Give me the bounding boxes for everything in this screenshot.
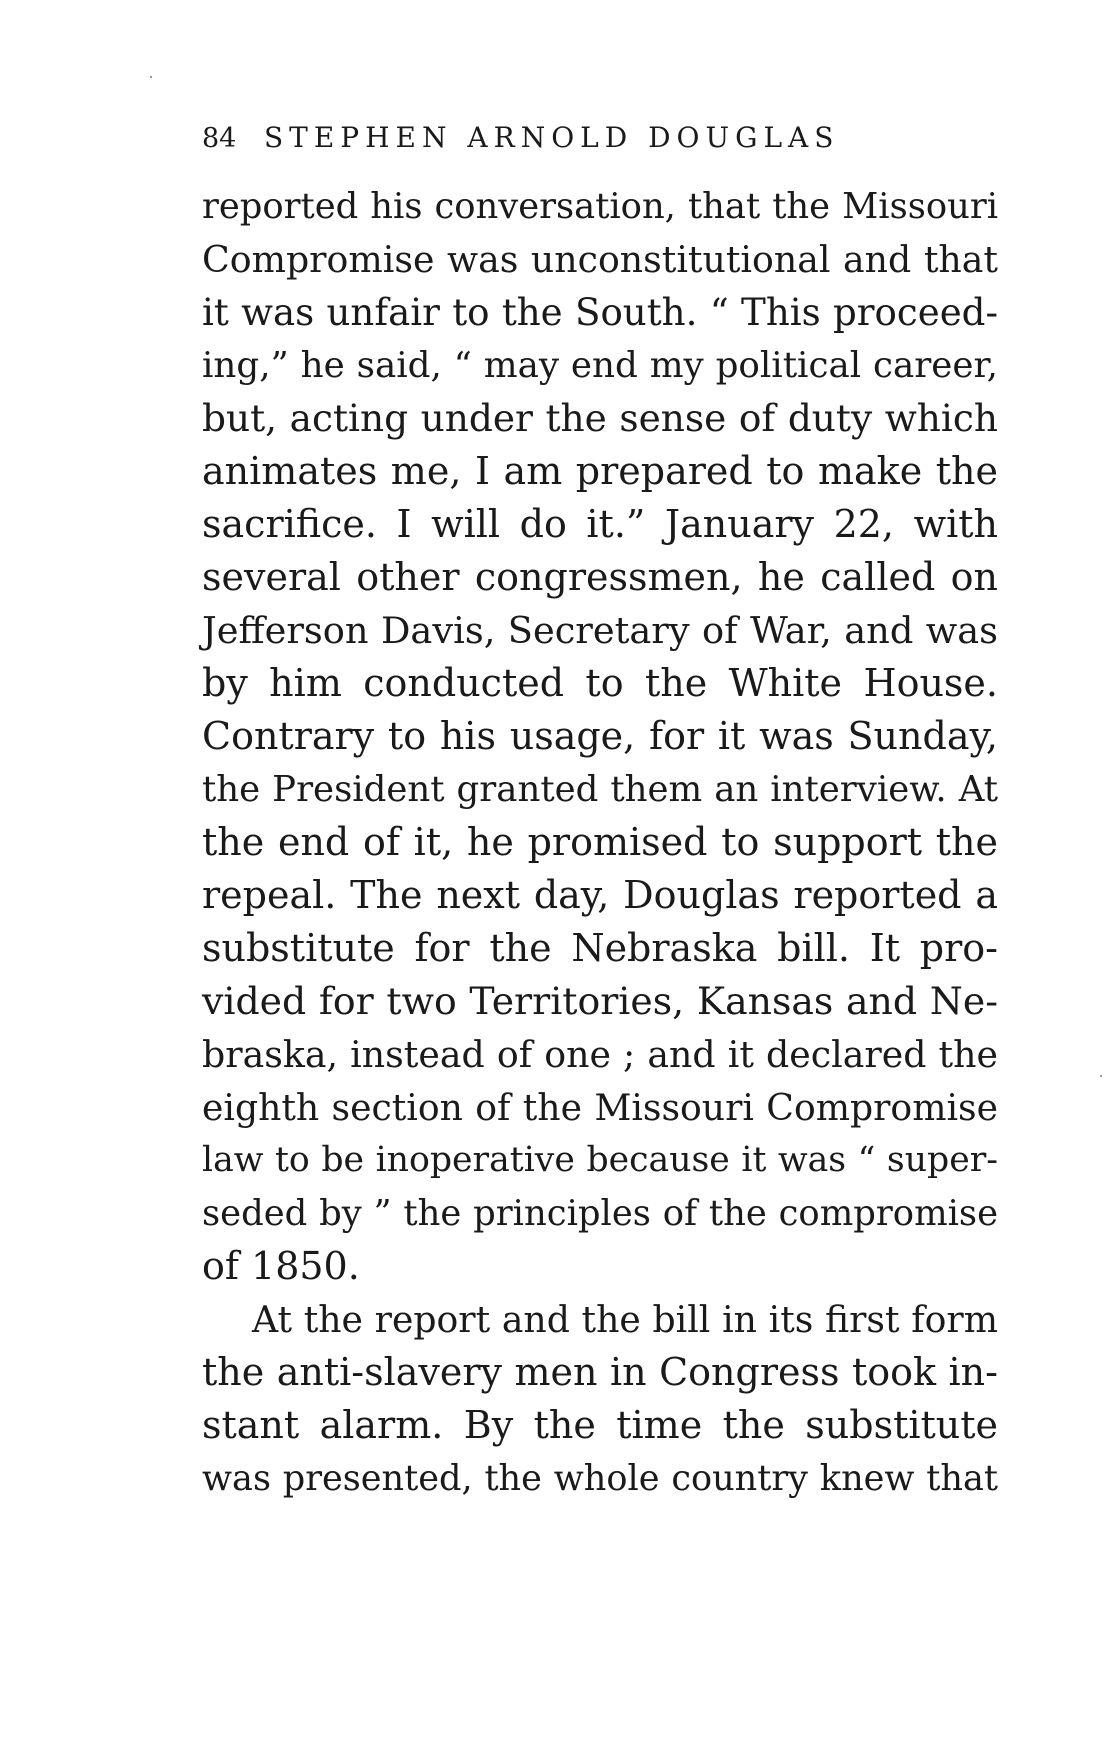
- text-line: repeal. The next day, Douglas reported a: [202, 873, 998, 917]
- text-line: stant alarm. By the time the substitute: [202, 1403, 998, 1447]
- paragraph: [202, 1293, 998, 1505]
- text-line: ing,” he said, “ may end my political career,: [202, 345, 998, 386]
- text-line: Jefferson Davis, Secretary of War, and was: [202, 609, 998, 652]
- text-line: Compromise was unconstitutional and that: [202, 238, 998, 281]
- scan-speck: [150, 76, 152, 78]
- text-line: the anti-slavery men in Congress took in-: [202, 1350, 998, 1394]
- text-line: At the report and the bill in its first form: [252, 1298, 998, 1341]
- book-title: STEPHEN ARNOLD DOUGLAS: [264, 121, 840, 154]
- text-line: eighth section of the Missouri Compromise: [202, 1086, 998, 1129]
- text-line: Contrary to his usage, for it was Sunday,: [202, 714, 998, 758]
- text-line: sacrifice. I will do it.” January 22, with: [202, 502, 998, 546]
- text-line: it was unfair to the South. “ This proceed-: [202, 291, 998, 334]
- text-line: seded by ” the principles of the compromise: [202, 1193, 998, 1234]
- text-line: but, acting under the sense of duty which: [202, 396, 998, 440]
- text-line: substitute for the Nebraska bill. It pro-: [202, 926, 998, 970]
- text-line: was presented, the whole country knew that: [202, 1458, 998, 1499]
- scan-speck: [1100, 1075, 1102, 1077]
- text-line: several other congressmen, he called on: [202, 555, 998, 599]
- text-line: the President granted them an interview. At: [202, 769, 998, 810]
- body-text: [202, 180, 998, 1505]
- text-line: animates me, I am prepared to make the: [202, 449, 998, 493]
- paragraph: [202, 180, 998, 1293]
- page-number: 84: [202, 123, 237, 154]
- text-line: of 1850.: [202, 1244, 360, 1288]
- text-line: braska, instead of one ; and it declared the: [202, 1033, 998, 1076]
- running-head: [202, 118, 998, 158]
- text-line: law to be inoperative because it was “ super-: [202, 1140, 998, 1180]
- text-line: reported his conversation, that the Missouri: [202, 186, 998, 227]
- text-line: vided for two Territories, Kansas and Ne-: [202, 979, 998, 1023]
- text-line: the end of it, he promised to support the: [202, 820, 998, 864]
- text-line: by him conducted to the White House.: [202, 661, 998, 705]
